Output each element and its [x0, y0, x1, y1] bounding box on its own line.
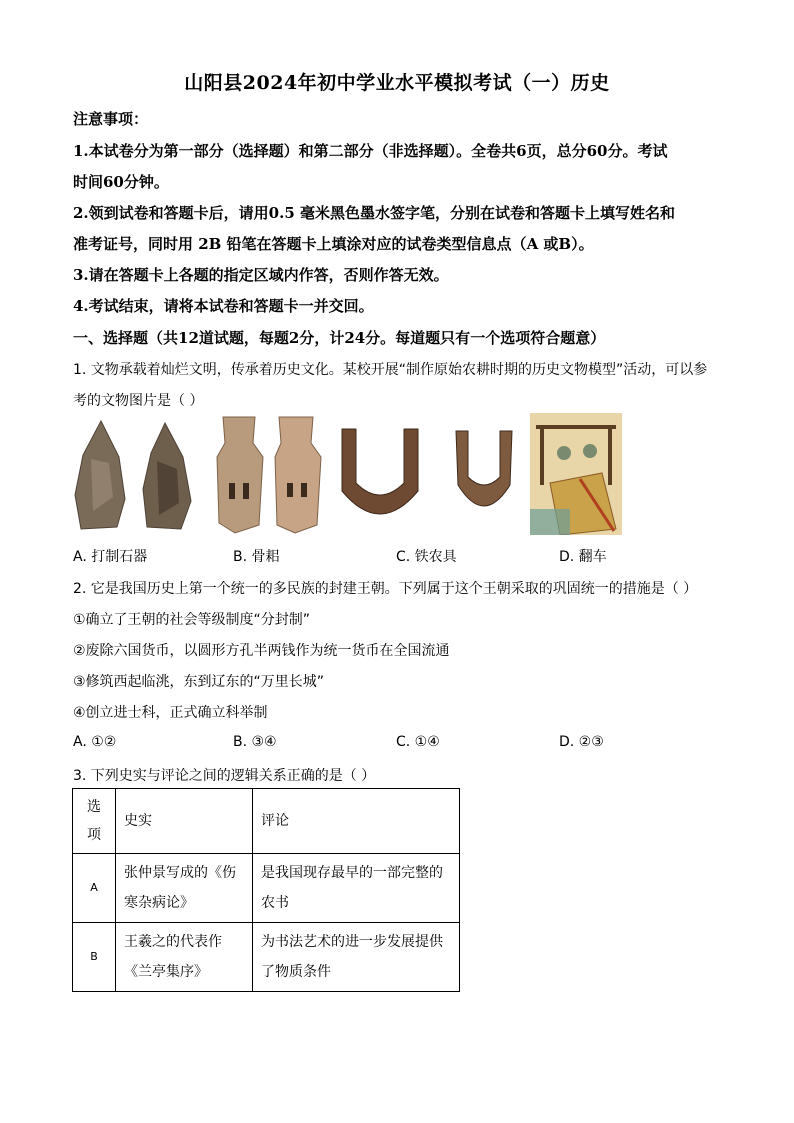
notice-line: 2.领到试卷和答题卡后，请用0.5 毫米黑色墨水签字笔，分别在试卷和答题卡上填写姓名和	[73, 204, 675, 222]
option-c[interactable]: C. ①④	[396, 734, 440, 750]
artifact-images	[73, 413, 633, 539]
row-fact: 王羲之的代表作 《兰亭集序》	[116, 923, 253, 992]
notice-line: 4.考试结束，请将本试卷和答题卡一并交回。	[73, 297, 374, 315]
option-d[interactable]: D. 翻车	[559, 549, 607, 565]
question-2-item: ④创立进士科，正式确立科举制	[73, 705, 268, 721]
question-1-options	[73, 546, 713, 566]
option-b[interactable]: B. 骨耜	[233, 549, 280, 565]
question-2-item: ②废除六国货币，以圆形方孔半两钱作为统一货币在全国流通	[73, 643, 450, 659]
question-3-table	[72, 788, 460, 992]
stone-tool-image	[73, 419, 198, 533]
option-d[interactable]: D. ②③	[559, 734, 604, 750]
question-2-item: ①确立了王朝的社会等级制度“分封制”	[73, 612, 311, 628]
option-c[interactable]: C. 铁农具	[396, 549, 457, 565]
water-wheel-scene-image	[530, 413, 622, 535]
option-a[interactable]: A. 打制石器	[73, 549, 148, 565]
row-option: A	[73, 854, 116, 923]
exam-title: 山阳县2024年初中学业水平模拟考试（一）历史	[184, 72, 610, 94]
notice-line: 准考证号，同时用 2B 铅笔在答题卡上填涂对应的试卷类型信息点（A 或B）。	[73, 235, 594, 253]
question-2-item: ③修筑西起临洮，东到辽东的“万里长城”	[73, 674, 325, 690]
iron-farm-tool-image	[338, 423, 518, 531]
question-2-options	[73, 734, 713, 754]
row-fact: 张仲景写成的《伤 寒杂病论》	[116, 854, 253, 923]
notice-line: 时间60分钟。	[73, 173, 169, 191]
header-fact: 史实	[116, 789, 253, 854]
table-row	[73, 923, 460, 992]
notice-heading: 注意事项：	[73, 110, 149, 128]
section-heading: 一、选择题（共12道试题，每题2分，计24分。每道题只有一个选项符合题意）	[73, 329, 606, 347]
option-b[interactable]: B. ③④	[233, 734, 277, 750]
bone-spade-image	[209, 413, 329, 535]
option-a[interactable]: A. ①②	[73, 734, 117, 750]
table-row	[73, 854, 460, 923]
row-option: B	[73, 923, 116, 992]
question-1-stem: 1. 文物承载着灿烂文明，传承着历史文化。某校开展“制作原始农耕时期的历史文物模型”活动，可以参	[73, 362, 708, 378]
header-option: 选项	[73, 789, 116, 854]
header-comment: 评论	[253, 789, 460, 854]
question-1-stem-cont: 考的文物图片是（ ）	[73, 393, 204, 409]
row-comment: 是我国现存最早的一部完整的 农书	[253, 854, 460, 923]
question-3-stem: 3. 下列史实与评论之间的逻辑关系正确的是（ ）	[73, 768, 376, 784]
row-comment: 为书法艺术的进一步发展提供 了物质条件	[253, 923, 460, 992]
question-2-stem: 2. 它是我国历史上第一个统一的多民族的封建王朝。下列属于这个王朝采取的巩固统一的措施是（ ）	[73, 581, 698, 597]
table-header-row	[73, 789, 460, 854]
notice-line: 3.请在答题卡上各题的指定区域内作答，否则作答无效。	[73, 266, 449, 284]
notice-line: 1.本试卷分为第一部分（选择题）和第二部分（非选择题）。全卷共6页，总分60分。考试	[73, 142, 668, 160]
